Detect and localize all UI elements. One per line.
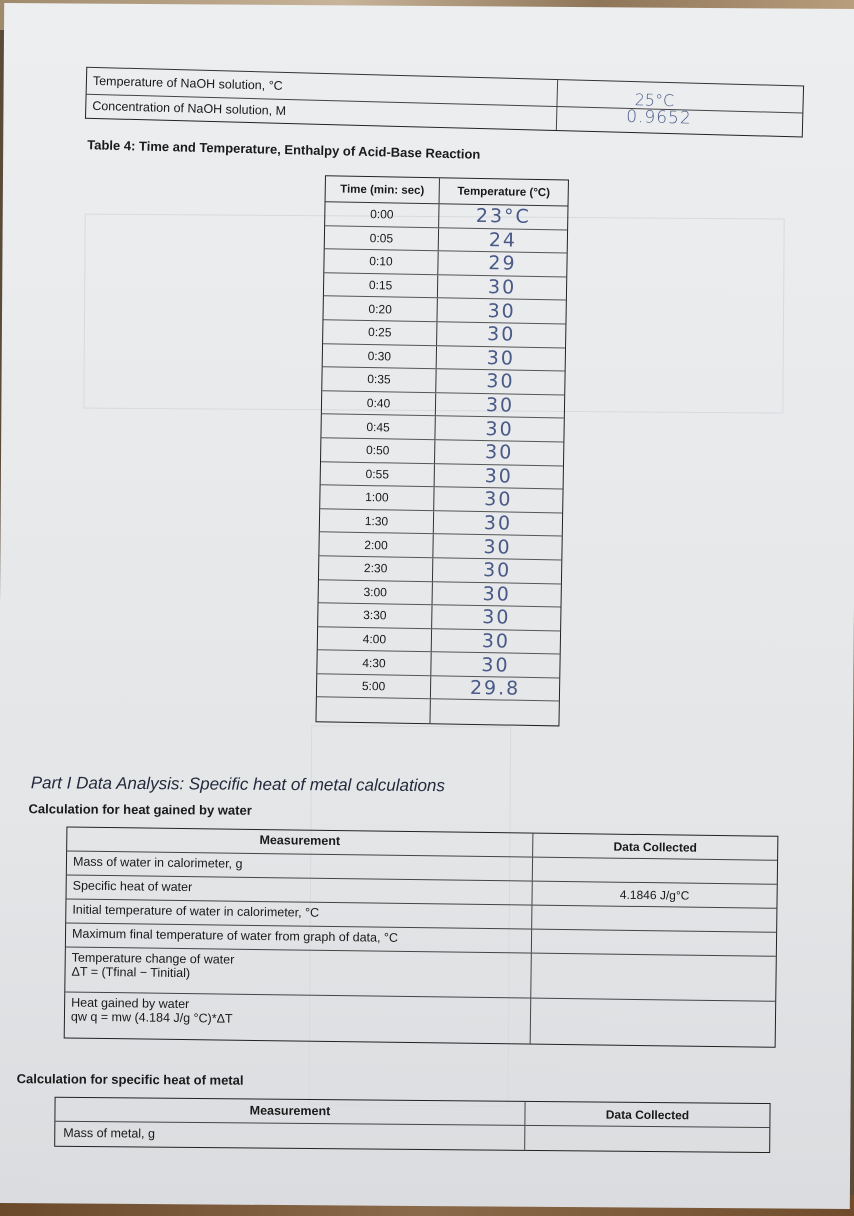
naoh-solution-table [85,67,804,138]
temperature-cell: 30 [484,441,514,464]
data-cell [533,858,777,884]
naoh-concentration-label: Concentration of NaOH solution, M [92,98,287,118]
temperature-cell: 30 [481,630,511,653]
metal-specific-heat-table [54,1097,770,1153]
time-cell: 1:00 [320,485,434,510]
table-row [55,1122,769,1152]
temperature-cell: 30 [486,346,516,370]
metal-calc-caption [17,1071,244,1088]
time-cell: 1:30 [320,509,434,534]
measurement-cell [65,947,532,997]
time-cell: 0:05 [325,226,439,251]
time-cell: 0:40 [322,391,436,416]
measurement-cell: Mass of metal, g [55,1122,525,1150]
naoh-temperature-label: Temperature of NaOH solution, °C [92,73,283,93]
data-collected-header: Data Collected [613,839,697,855]
time-cell: 5:00 [317,674,431,699]
temperature-cell: 30 [487,299,516,323]
naoh-concentration-value: 0.9652 [625,106,692,129]
measurement-cell: Specific heat of water [67,875,533,904]
data-collected-header: Data Collected [605,1107,690,1122]
data-cell [532,930,776,956]
time-cell: 4:30 [317,651,431,676]
measurement-formula: ΔT = (Tfinal − Tinitial) [71,964,191,981]
temperature-cell: 30 [485,417,514,441]
water-heat-table [64,826,779,1047]
temperature-cell: 29 [488,252,517,276]
data-cell [532,906,776,932]
data-cell [525,1126,769,1152]
table-row [65,992,776,1046]
measurement-cell: Mass of water in calorimeter, g [67,851,533,880]
time-cell: 0:25 [323,320,437,345]
measurement-formula: qw q = mw (4.184 J/g °C)*ΔT [70,1009,233,1026]
temperature-cell: 30 [483,512,513,535]
time-cell: 0:45 [321,415,435,440]
measurement-title: Temperature change of water [71,950,235,967]
time-cell: 2:00 [319,533,433,558]
temperature-cell: 30 [486,370,515,394]
measurement-title: Heat gained by water [71,995,190,1012]
time-cell: 2:30 [319,556,433,581]
temperature-cell: 30 [482,606,511,629]
temperature-cell: 30 [487,276,517,299]
data-cell: 4.1846 J/g°C [619,887,690,903]
time-cell: 3:30 [318,603,432,628]
time-cell: 0:15 [324,273,438,298]
worksheet-page [0,3,854,1209]
metal-calc-caption-text: Calculation for specific heat of metal [16,1071,244,1088]
temperature-cell: 23°C [475,205,531,229]
time-cell [316,698,430,724]
water-calc-caption-text: Calculation for heat gained by water [28,801,252,818]
data-cell [531,954,776,1001]
time-cell: 3:00 [319,580,433,605]
temperature-cell: 29.8 [469,677,521,700]
measurement-header: Measurement [55,1098,525,1125]
temperature-cell: 30 [484,488,513,512]
time-cell: 0:50 [321,438,435,463]
data-cell [531,999,776,1047]
temperature-cell: 30 [482,559,512,582]
temperature-cell: 30 [483,535,512,559]
measurement-cell [65,992,532,1043]
temperature-cell: 30 [484,464,514,488]
temperature-column-header: Temperature (°C) [457,185,551,199]
table4-caption [87,137,480,162]
measurement-header: Measurement [67,828,533,857]
measurement-cell: Maximum final temperature of water from graph of data, °C [66,923,532,952]
time-temperature-table [315,175,569,726]
time-cell: 0:55 [321,462,435,487]
time-cell: 0:00 [325,202,439,227]
water-calc-caption [29,801,252,818]
time-column-header: Time (min: sec) [326,176,440,203]
table4-caption-text: Table 4: Time and Temperature, Enthalpy of Acid-Base Reaction [87,137,481,162]
time-cell: 0:10 [324,249,438,274]
part1-title: Part I Data Analysis: Specific heat of metal calculations [30,773,446,796]
temperature-cell [430,700,558,726]
temperature-cell: 30 [485,394,515,417]
naoh-temperature-value: 25°C [634,90,675,111]
time-cell: 0:20 [323,297,437,322]
temperature-cell: 30 [481,653,510,677]
temperature-cell: 24 [488,229,518,252]
measurement-cell: Initial temperature of water in calorimeter, °C [66,899,532,928]
table-row [316,698,558,726]
time-cell: 0:30 [323,344,437,369]
temperature-cell: 30 [482,582,512,606]
time-cell: 0:35 [322,367,436,392]
time-cell: 4:00 [318,627,432,652]
temperature-cell: 30 [486,323,516,346]
